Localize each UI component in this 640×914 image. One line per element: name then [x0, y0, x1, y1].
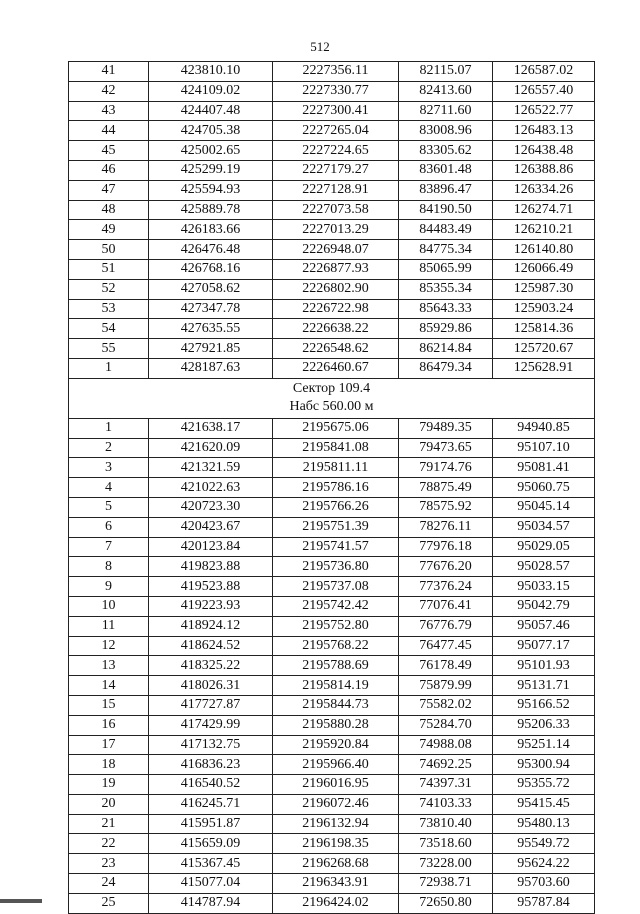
point-number-cell: 13 — [69, 656, 149, 676]
point-number-cell: 48 — [69, 200, 149, 220]
y-local-cell: 126522.77 — [493, 101, 595, 121]
y-local-cell: 95045.14 — [493, 497, 595, 517]
y-local-cell: 126388.86 — [493, 160, 595, 180]
x-coordinate-cell: 419223.93 — [149, 596, 273, 616]
y-coordinate-cell: 2195741.57 — [273, 537, 399, 557]
table-row — [69, 220, 595, 240]
y-coordinate-cell: 2195742.42 — [273, 596, 399, 616]
y-local-cell: 95101.93 — [493, 656, 595, 676]
x-coordinate-cell: 415659.09 — [149, 834, 273, 854]
x-coordinate-cell: 416245.71 — [149, 794, 273, 814]
x-coordinate-cell: 415951.87 — [149, 814, 273, 834]
sector-row — [69, 378, 595, 418]
x-coordinate-cell: 419523.88 — [149, 577, 273, 597]
y-coordinate-cell: 2195811.11 — [273, 458, 399, 478]
y-coordinate-cell: 2195768.22 — [273, 636, 399, 656]
table-row — [69, 794, 595, 814]
scan-edge-mark — [0, 899, 42, 903]
x-local-cell: 83008.96 — [399, 121, 493, 141]
x-local-cell: 75582.02 — [399, 695, 493, 715]
y-coordinate-cell: 2196016.95 — [273, 775, 399, 795]
x-coordinate-cell: 416836.23 — [149, 755, 273, 775]
x-local-cell: 75879.99 — [399, 676, 493, 696]
x-coordinate-cell: 425002.65 — [149, 141, 273, 161]
point-number-cell: 45 — [69, 141, 149, 161]
y-coordinate-cell: 2195966.40 — [273, 755, 399, 775]
x-coordinate-cell: 423810.10 — [149, 62, 273, 82]
x-local-cell: 74397.31 — [399, 775, 493, 795]
y-coordinate-cell: 2195880.28 — [273, 715, 399, 735]
y-local-cell: 125903.24 — [493, 299, 595, 319]
x-coordinate-cell: 418026.31 — [149, 676, 273, 696]
table-row — [69, 874, 595, 894]
y-coordinate-cell: 2195786.16 — [273, 478, 399, 498]
point-number-cell: 16 — [69, 715, 149, 735]
y-local-cell: 95624.22 — [493, 854, 595, 874]
x-coordinate-cell: 421321.59 — [149, 458, 273, 478]
table-row — [69, 358, 595, 378]
point-number-cell: 50 — [69, 240, 149, 260]
y-local-cell: 94940.85 — [493, 418, 595, 438]
y-coordinate-cell: 2227224.65 — [273, 141, 399, 161]
table-row — [69, 259, 595, 279]
point-number-cell: 22 — [69, 834, 149, 854]
y-local-cell: 95549.72 — [493, 834, 595, 854]
table-row — [69, 101, 595, 121]
table-row — [69, 497, 595, 517]
y-coordinate-cell: 2195766.26 — [273, 497, 399, 517]
x-coordinate-cell: 424407.48 — [149, 101, 273, 121]
x-local-cell: 77676.20 — [399, 557, 493, 577]
point-number-cell: 51 — [69, 259, 149, 279]
table-row — [69, 715, 595, 735]
table-row — [69, 517, 595, 537]
y-local-cell: 95107.10 — [493, 438, 595, 458]
x-local-cell: 86214.84 — [399, 339, 493, 359]
x-local-cell: 78875.49 — [399, 478, 493, 498]
sector-height: Набс 560.00 м — [289, 399, 374, 415]
y-local-cell: 95703.60 — [493, 874, 595, 894]
y-coordinate-cell: 2195737.08 — [273, 577, 399, 597]
x-coordinate-cell: 420723.30 — [149, 497, 273, 517]
x-coordinate-cell: 418924.12 — [149, 616, 273, 636]
x-local-cell: 74692.25 — [399, 755, 493, 775]
y-local-cell: 95042.79 — [493, 596, 595, 616]
x-coordinate-cell: 415077.04 — [149, 874, 273, 894]
table-row — [69, 141, 595, 161]
x-coordinate-cell: 417429.99 — [149, 715, 273, 735]
table-row — [69, 735, 595, 755]
y-coordinate-cell: 2195841.08 — [273, 438, 399, 458]
y-coordinate-cell: 2196343.91 — [273, 874, 399, 894]
table-row — [69, 319, 595, 339]
x-local-cell: 77376.24 — [399, 577, 493, 597]
point-number-cell: 14 — [69, 676, 149, 696]
x-coordinate-cell: 425889.78 — [149, 200, 273, 220]
table-row — [69, 577, 595, 597]
y-local-cell: 95034.57 — [493, 517, 595, 537]
x-coordinate-cell: 426183.66 — [149, 220, 273, 240]
y-coordinate-cell: 2196072.46 — [273, 794, 399, 814]
page-number: 512 — [310, 39, 330, 54]
point-number-cell: 49 — [69, 220, 149, 240]
table-row — [69, 458, 595, 478]
point-number-cell: 21 — [69, 814, 149, 834]
point-number-cell: 20 — [69, 794, 149, 814]
y-coordinate-cell: 2227356.11 — [273, 62, 399, 82]
x-local-cell: 78575.92 — [399, 497, 493, 517]
point-number-cell: 8 — [69, 557, 149, 577]
x-coordinate-cell: 417132.75 — [149, 735, 273, 755]
y-local-cell: 95251.14 — [493, 735, 595, 755]
y-coordinate-cell: 2226802.90 — [273, 279, 399, 299]
x-local-cell: 72650.80 — [399, 893, 493, 913]
point-number-cell: 1 — [69, 358, 149, 378]
point-number-cell: 6 — [69, 517, 149, 537]
x-local-cell: 76178.49 — [399, 656, 493, 676]
x-coordinate-cell: 419823.88 — [149, 557, 273, 577]
x-coordinate-cell: 425594.93 — [149, 180, 273, 200]
point-number-cell: 19 — [69, 775, 149, 795]
y-coordinate-cell: 2195751.39 — [273, 517, 399, 537]
point-number-cell: 44 — [69, 121, 149, 141]
x-local-cell: 84483.49 — [399, 220, 493, 240]
y-local-cell: 95081.41 — [493, 458, 595, 478]
y-local-cell: 95131.71 — [493, 676, 595, 696]
y-local-cell: 95300.94 — [493, 755, 595, 775]
x-coordinate-cell: 421022.63 — [149, 478, 273, 498]
y-coordinate-cell: 2196268.68 — [273, 854, 399, 874]
x-coordinate-cell: 416540.52 — [149, 775, 273, 795]
point-number-cell: 43 — [69, 101, 149, 121]
point-number-cell: 1 — [69, 418, 149, 438]
point-number-cell: 15 — [69, 695, 149, 715]
x-coordinate-cell: 426476.48 — [149, 240, 273, 260]
y-coordinate-cell: 2195788.69 — [273, 656, 399, 676]
point-number-cell: 23 — [69, 854, 149, 874]
x-coordinate-cell: 427635.55 — [149, 319, 273, 339]
y-local-cell: 126438.48 — [493, 141, 595, 161]
y-coordinate-cell: 2195920.84 — [273, 735, 399, 755]
point-number-cell: 46 — [69, 160, 149, 180]
y-local-cell: 125628.91 — [493, 358, 595, 378]
x-local-cell: 74103.33 — [399, 794, 493, 814]
y-local-cell: 126274.71 — [493, 200, 595, 220]
table-row — [69, 478, 595, 498]
x-coordinate-cell: 427921.85 — [149, 339, 273, 359]
y-local-cell: 126210.21 — [493, 220, 595, 240]
y-coordinate-cell: 2227300.41 — [273, 101, 399, 121]
table-row — [69, 121, 595, 141]
x-local-cell: 79473.65 — [399, 438, 493, 458]
y-coordinate-cell: 2227128.91 — [273, 180, 399, 200]
y-local-cell: 95355.72 — [493, 775, 595, 795]
x-local-cell: 79174.76 — [399, 458, 493, 478]
y-local-cell: 95480.13 — [493, 814, 595, 834]
point-number-cell: 10 — [69, 596, 149, 616]
x-coordinate-cell: 427347.78 — [149, 299, 273, 319]
y-local-cell: 95415.45 — [493, 794, 595, 814]
sector-header — [69, 378, 595, 418]
y-local-cell: 125987.30 — [493, 279, 595, 299]
x-local-cell: 82711.60 — [399, 101, 493, 121]
x-local-cell: 85355.34 — [399, 279, 493, 299]
y-coordinate-cell: 2226460.67 — [273, 358, 399, 378]
x-local-cell: 83601.48 — [399, 160, 493, 180]
table-row — [69, 418, 595, 438]
y-coordinate-cell: 2226548.62 — [273, 339, 399, 359]
table-row — [69, 557, 595, 577]
y-coordinate-cell: 2196424.02 — [273, 893, 399, 913]
table-row — [69, 537, 595, 557]
y-local-cell: 95166.52 — [493, 695, 595, 715]
table-row — [69, 438, 595, 458]
x-local-cell: 83896.47 — [399, 180, 493, 200]
x-local-cell: 76477.45 — [399, 636, 493, 656]
y-coordinate-cell: 2195844.73 — [273, 695, 399, 715]
table-row — [69, 676, 595, 696]
point-number-cell: 4 — [69, 478, 149, 498]
point-number-cell: 5 — [69, 497, 149, 517]
x-local-cell: 73518.60 — [399, 834, 493, 854]
table-row — [69, 81, 595, 101]
x-coordinate-cell: 415367.45 — [149, 854, 273, 874]
x-coordinate-cell: 428187.63 — [149, 358, 273, 378]
y-coordinate-cell: 2227265.04 — [273, 121, 399, 141]
y-coordinate-cell: 2226722.98 — [273, 299, 399, 319]
y-local-cell: 95060.75 — [493, 478, 595, 498]
table-row — [69, 636, 595, 656]
point-number-cell: 3 — [69, 458, 149, 478]
y-coordinate-cell: 2226948.07 — [273, 240, 399, 260]
y-local-cell: 126140.80 — [493, 240, 595, 260]
y-coordinate-cell: 2195752.80 — [273, 616, 399, 636]
y-local-cell: 95206.33 — [493, 715, 595, 735]
table-body-top — [69, 62, 595, 379]
x-local-cell: 85643.33 — [399, 299, 493, 319]
x-coordinate-cell: 421638.17 — [149, 418, 273, 438]
x-local-cell: 85065.99 — [399, 259, 493, 279]
point-number-cell: 25 — [69, 893, 149, 913]
x-local-cell: 79489.35 — [399, 418, 493, 438]
table-row — [69, 62, 595, 82]
table-row — [69, 834, 595, 854]
y-coordinate-cell: 2195736.80 — [273, 557, 399, 577]
point-number-cell: 41 — [69, 62, 149, 82]
x-local-cell: 82115.07 — [399, 62, 493, 82]
point-number-cell: 53 — [69, 299, 149, 319]
y-coordinate-cell: 2226877.93 — [273, 259, 399, 279]
y-local-cell: 126483.13 — [493, 121, 595, 141]
y-coordinate-cell: 2195814.19 — [273, 676, 399, 696]
table-row — [69, 339, 595, 359]
y-local-cell: 126066.49 — [493, 259, 595, 279]
x-local-cell: 74988.08 — [399, 735, 493, 755]
x-coordinate-cell: 418624.52 — [149, 636, 273, 656]
table-body-bottom — [69, 418, 595, 913]
y-local-cell: 95057.46 — [493, 616, 595, 636]
point-number-cell: 9 — [69, 577, 149, 597]
table-row — [69, 814, 595, 834]
x-local-cell: 84775.34 — [399, 240, 493, 260]
x-local-cell: 77076.41 — [399, 596, 493, 616]
x-local-cell: 86479.34 — [399, 358, 493, 378]
point-number-cell: 18 — [69, 755, 149, 775]
x-local-cell: 73810.40 — [399, 814, 493, 834]
x-local-cell: 77976.18 — [399, 537, 493, 557]
table-row — [69, 279, 595, 299]
y-coordinate-cell: 2196132.94 — [273, 814, 399, 834]
y-coordinate-cell: 2195675.06 — [273, 418, 399, 438]
x-local-cell: 76776.79 — [399, 616, 493, 636]
y-local-cell: 125720.67 — [493, 339, 595, 359]
sector-title: Сектор 109.4 — [292, 381, 371, 397]
table-row — [69, 240, 595, 260]
x-coordinate-cell: 420423.67 — [149, 517, 273, 537]
y-coordinate-cell: 2226638.22 — [273, 319, 399, 339]
y-local-cell: 95029.05 — [493, 537, 595, 557]
y-local-cell: 95077.17 — [493, 636, 595, 656]
x-local-cell: 73228.00 — [399, 854, 493, 874]
point-number-cell: 55 — [69, 339, 149, 359]
table-row — [69, 616, 595, 636]
y-local-cell: 95787.84 — [493, 893, 595, 913]
y-local-cell: 126587.02 — [493, 62, 595, 82]
y-local-cell: 126334.26 — [493, 180, 595, 200]
table-row — [69, 596, 595, 616]
table-row — [69, 200, 595, 220]
point-number-cell: 7 — [69, 537, 149, 557]
y-coordinate-cell: 2227179.27 — [273, 160, 399, 180]
y-coordinate-cell: 2196198.35 — [273, 834, 399, 854]
table-row — [69, 893, 595, 913]
y-coordinate-cell: 2227073.58 — [273, 200, 399, 220]
x-coordinate-cell: 425299.19 — [149, 160, 273, 180]
x-local-cell: 72938.71 — [399, 874, 493, 894]
x-local-cell: 82413.60 — [399, 81, 493, 101]
point-number-cell: 52 — [69, 279, 149, 299]
x-coordinate-cell: 418325.22 — [149, 656, 273, 676]
y-local-cell: 126557.40 — [493, 81, 595, 101]
y-local-cell: 125814.36 — [493, 319, 595, 339]
x-coordinate-cell: 420123.84 — [149, 537, 273, 557]
x-local-cell: 78276.11 — [399, 517, 493, 537]
x-local-cell: 83305.62 — [399, 141, 493, 161]
table-row — [69, 299, 595, 319]
table-row — [69, 755, 595, 775]
point-number-cell: 17 — [69, 735, 149, 755]
y-coordinate-cell: 2227013.29 — [273, 220, 399, 240]
sector-cell — [69, 378, 595, 418]
y-coordinate-cell: 2227330.77 — [273, 81, 399, 101]
point-number-cell: 12 — [69, 636, 149, 656]
point-number-cell: 2 — [69, 438, 149, 458]
x-coordinate-cell: 424705.38 — [149, 121, 273, 141]
table-row — [69, 160, 595, 180]
point-number-cell: 24 — [69, 874, 149, 894]
x-coordinate-cell: 427058.62 — [149, 279, 273, 299]
x-local-cell: 75284.70 — [399, 715, 493, 735]
point-number-cell: 54 — [69, 319, 149, 339]
x-coordinate-cell: 414787.94 — [149, 893, 273, 913]
y-local-cell: 95028.57 — [493, 557, 595, 577]
point-number-cell: 11 — [69, 616, 149, 636]
x-coordinate-cell: 421620.09 — [149, 438, 273, 458]
table-row — [69, 854, 595, 874]
x-coordinate-cell: 424109.02 — [149, 81, 273, 101]
table-row — [69, 775, 595, 795]
y-local-cell: 95033.15 — [493, 577, 595, 597]
coordinates-table — [68, 61, 595, 914]
point-number-cell: 47 — [69, 180, 149, 200]
x-coordinate-cell: 417727.87 — [149, 695, 273, 715]
point-number-cell: 42 — [69, 81, 149, 101]
table-row — [69, 180, 595, 200]
x-local-cell: 85929.86 — [399, 319, 493, 339]
table-row — [69, 695, 595, 715]
x-local-cell: 84190.50 — [399, 200, 493, 220]
table-row — [69, 656, 595, 676]
x-coordinate-cell: 426768.16 — [149, 259, 273, 279]
